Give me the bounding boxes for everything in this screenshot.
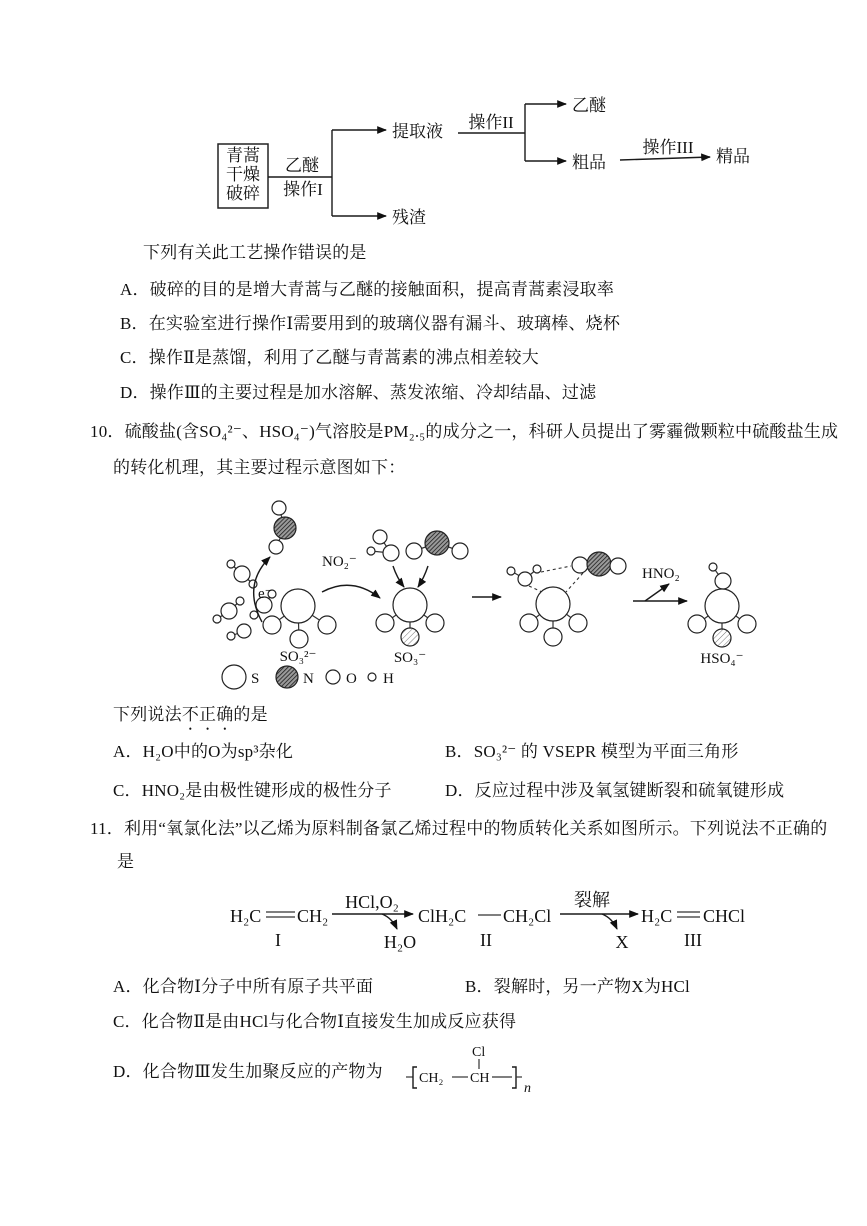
dashed-interaction <box>529 586 542 592</box>
oxygen-atom <box>269 540 283 554</box>
oxygen-atom <box>520 614 538 632</box>
compound-3-right: CHCl <box>703 906 746 926</box>
nitrogen-atom <box>587 552 611 576</box>
op1-label: 操作I <box>283 180 323 199</box>
step-2-byproduct-arrow <box>602 914 617 929</box>
hydrogen-atom <box>533 565 541 573</box>
q9-option-a: A．破碎的目的是增大青蒿与乙醚的接触面积，提高青蒿素浸取率 <box>120 280 615 299</box>
nitrogen-atom <box>274 517 296 539</box>
oxygen-atom <box>234 566 250 582</box>
q9-option-b: B．在实验室进行操作Ⅰ需要用到的玻璃仪器有漏斗、玻璃棒、烧杯 <box>120 314 621 333</box>
legend-oxygen-swatch <box>326 670 340 684</box>
electron-label: e⁻ <box>258 586 273 602</box>
atom-legend <box>222 665 394 689</box>
oxygen-atom <box>406 543 422 559</box>
legend-oxygen-label: O <box>346 671 357 687</box>
polymer-unit-left: CH₂ <box>419 1071 444 1086</box>
extract-label: 提取液 <box>392 122 443 141</box>
oxygen-atom <box>518 572 532 586</box>
arrow-to-refined <box>620 157 710 160</box>
q11-stem-line-2: 是 <box>117 852 135 871</box>
sulfur-atom <box>393 588 427 622</box>
q10-option-a: A．H₂O中的O为sp³杂化 <box>113 742 294 761</box>
legend-sulfur-swatch <box>222 665 246 689</box>
sulfite-radical-label: SO₃⁻ <box>393 650 427 666</box>
converging-arrow-right <box>418 566 428 587</box>
dashed-interaction <box>566 573 583 592</box>
oxygen-atom <box>715 573 731 589</box>
q10-stem-line-2: 的转化机理，其主要过程示意图如下： <box>113 458 406 477</box>
compound-2-right: CH₂Cl <box>503 906 552 926</box>
compound-1-right: CH₂ <box>297 906 329 926</box>
compound-2-left: ClH₂C <box>418 906 467 926</box>
hydrogen-atom <box>213 615 221 623</box>
hydrogen-atom <box>227 560 235 568</box>
oxygen-atom <box>569 614 587 632</box>
oxygen-atom <box>452 543 468 559</box>
q9-option-c: C．操作Ⅱ是蒸馏，利用了乙醚与青蒿素的沸点相差较大 <box>120 348 539 367</box>
oxygen-atom <box>738 615 756 633</box>
q10-option-c: C．HNO₂是由极性键形成的极性分子 <box>113 781 392 800</box>
polymer-substituent: Cl <box>472 1045 486 1060</box>
stage-1-to-2-arrow <box>322 585 380 598</box>
oxygen-atom-marked <box>713 629 731 647</box>
step-1-reagents: HCl,O₂ <box>345 892 399 912</box>
oxygen-atom <box>318 616 336 634</box>
step-1-byproduct-arrow <box>382 914 397 929</box>
flowchart <box>218 96 750 227</box>
nitrite-label: NO₂⁻ <box>322 554 357 570</box>
hydrogen-atom <box>367 547 375 555</box>
nitrous-acid-label: HNO₂ <box>642 566 680 582</box>
q11-option-c: C．化合物Ⅱ是由HCl与化合物Ⅰ直接发生加成反应获得 <box>113 1012 517 1031</box>
legend-hydrogen-label: H <box>383 671 394 687</box>
refined-label: 精品 <box>716 147 750 166</box>
start-box-line-2: 干燥 <box>226 165 260 184</box>
hydrogen-atom <box>227 632 235 640</box>
stage-3 <box>507 552 626 646</box>
compound-3-left: H₂C <box>641 906 673 926</box>
oxygen-atom <box>610 558 626 574</box>
q9-option-d: D．操作Ⅲ的主要过程是加水溶解、蒸发浓缩、冷却结晶、过滤 <box>120 383 597 402</box>
residue-label: 残渣 <box>392 208 426 227</box>
q10-stem-line-1: 10．硫酸盐(含SO₄²⁻、HSO₄⁻)气溶胶是PM₂.₅的成分之一，科研人员提出了雾霾微颗粒中硫酸盐生成 <box>90 422 839 441</box>
q11-stem-line-1: 11．利用“氧氯化法”以乙烯为原料制备氯乙烯过程中的物质转化关系如图所示。下列说法不正确的 <box>90 819 828 838</box>
polymer-bracket-left <box>413 1067 417 1088</box>
oxygen-atom <box>373 530 387 544</box>
q11-option-d: D．化合物Ⅲ发生加聚反应的产物为 <box>113 1062 383 1081</box>
legend-nitrogen-label: N <box>303 671 314 687</box>
stage-1 <box>213 501 380 665</box>
mechanism-diagram <box>213 501 756 689</box>
op3-label: 操作III <box>642 138 694 157</box>
step-2-condition: 裂解 <box>574 890 610 910</box>
dashed-interaction <box>541 566 571 572</box>
start-box-line-3: 破碎 <box>226 184 260 203</box>
stage-4 <box>688 563 756 667</box>
oxygen-atom <box>688 615 706 633</box>
oxygen-atom <box>290 630 308 648</box>
polymer-repeat-index: n <box>524 1081 531 1096</box>
hno2-release-arrow <box>645 584 669 601</box>
q9-stem: 下列有关此工艺操作错误的是 <box>143 243 367 262</box>
q11-option-a: A．化合物Ⅰ分子中所有原子共平面 <box>113 977 374 996</box>
sulfur-atom <box>281 589 315 623</box>
reaction-scheme <box>230 890 745 952</box>
legend-sulfur-label: S <box>251 671 260 687</box>
q11-option-b: B．裂解时，另一产物X为HCl <box>465 977 690 996</box>
polymer-bracket-right <box>512 1067 516 1088</box>
oxygen-atom <box>237 624 251 638</box>
sulfite-label: SO₃²⁻ <box>279 649 317 665</box>
stage-2 <box>322 530 468 666</box>
oxygen-atom <box>544 628 562 646</box>
reagent-label: 乙醚 <box>285 156 319 175</box>
compound-1-left: H₂C <box>230 906 262 926</box>
start-box-line-1: 青蒿 <box>226 146 260 165</box>
oxygen-atom <box>426 614 444 632</box>
oxygen-atom <box>272 501 286 515</box>
bisulfate-label: HSO₄⁻ <box>700 651 744 667</box>
q10-question-suffix: 的是 <box>233 705 268 724</box>
q10-question-prefix: 下列说法 <box>113 705 182 724</box>
sulfur-atom <box>536 587 570 621</box>
compound-1-label: I <box>275 930 281 950</box>
oxygen-atom <box>221 603 237 619</box>
oxygen-atom <box>572 557 588 573</box>
legend-nitrogen-swatch <box>276 666 298 688</box>
hydrogen-atom <box>236 597 244 605</box>
op2-label: 操作II <box>468 113 514 132</box>
q10-option-b: B．SO₃²⁻ 的 VSEPR 模型为平面三角形 <box>445 742 739 761</box>
converging-arrow-left <box>393 566 404 587</box>
ether-label: 乙醚 <box>572 96 606 115</box>
compound-3-label: III <box>684 930 702 950</box>
legend-hydrogen-swatch <box>368 673 376 681</box>
q10-question-emphasis: 不正确 <box>181 705 234 724</box>
oxygen-atom-marked <box>401 628 419 646</box>
step-2-byproduct: X <box>615 932 629 952</box>
nitrogen-atom <box>425 531 449 555</box>
hydrogen-atom <box>507 567 515 575</box>
polymer-structure <box>406 1045 531 1096</box>
compound-2-label: II <box>480 930 492 950</box>
sulfur-atom <box>705 589 739 623</box>
oxygen-atom <box>383 545 399 561</box>
step-1-byproduct: H₂O <box>383 932 417 952</box>
polymer-unit-right: CH <box>470 1071 490 1086</box>
hydrogen-atom <box>709 563 717 571</box>
oxygen-atom <box>376 614 394 632</box>
crude-label: 粗品 <box>572 153 606 172</box>
q10-option-d: D．反应过程中涉及氧氢键断裂和硫氧键形成 <box>445 781 785 800</box>
oxygen-atom <box>263 616 281 634</box>
